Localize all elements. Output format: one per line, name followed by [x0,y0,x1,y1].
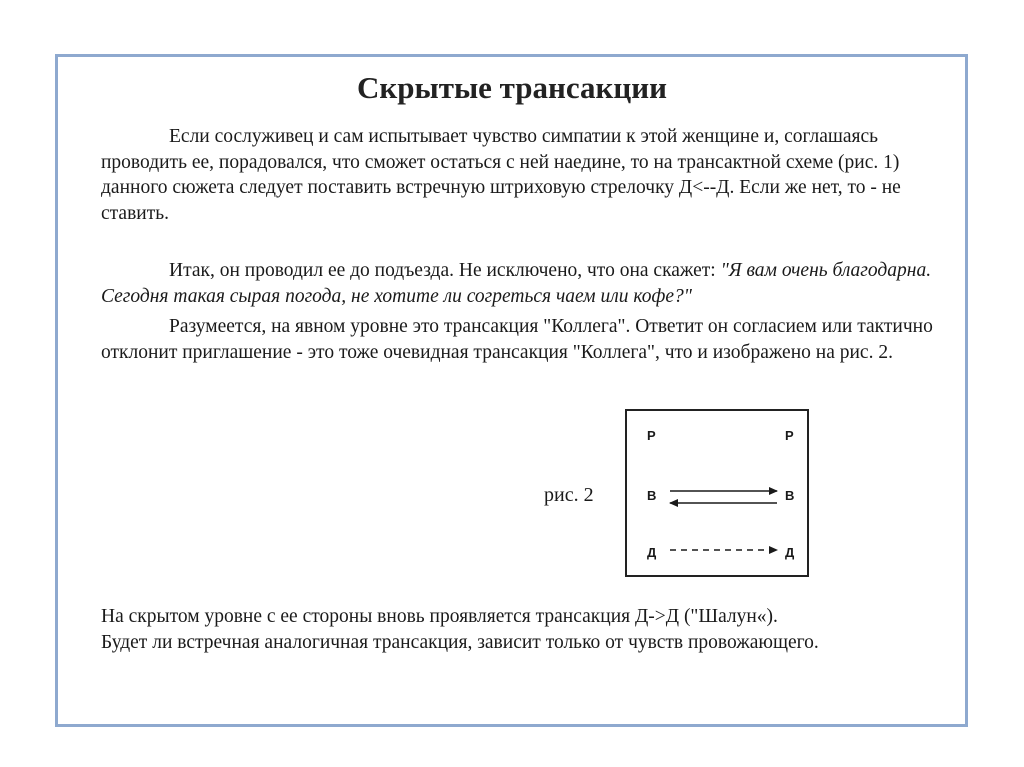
left-d-label: Д [647,545,657,560]
right-v-label: В [785,488,795,503]
paragraph-3: Разумеется, на явном уровне это трансакция "Коллега". Ответит он согласием или тактично отклонит приглашение - это тоже очевидная трансакция "Коллега", что и изображено на рис. 2. [101,316,933,363]
paragraph-1: Если сослуживец и сам испытывает чувство симпатии к этой женщине и, соглашаясь проводить ее, порадовался, что сможет остаться с ней наедине, то на трансактной схеме (рис. 1) данного сюжета следует поставить встречную штриховую стрелочку Д<--Д. Если же нет, то - не ставить. [101,126,901,224]
paragraph-2-quote: "Я вам очень благодарна. Сегодня такая сырая погода, не хотите ли согреться чаем или кофе?" [101,260,932,307]
right-p-label: Р [785,428,794,443]
paragraph-4 [101,604,951,655]
left-v-label: В [647,488,657,503]
paragraph-4-line-1: На скрытом уровне с ее стороны вновь проявляется трансакция Д->Д ("Шалун«). [101,606,778,627]
paragraph-2 [101,258,951,309]
right-d-label: Д [785,545,795,560]
figure-label: рис. 2 [544,484,594,506]
left-p-label: Р [647,428,656,443]
paragraph-4-line-2: Будет ли встречная аналогичная трансакция, зависит только от чувств провожающего. [101,631,819,653]
paragraph-2-text: Итак, он проводил ее до подъезда. Не исключено, что она скажет: [169,260,721,281]
page-title: Скрытые трансакции [357,70,667,105]
transaction-diagram [625,409,809,577]
